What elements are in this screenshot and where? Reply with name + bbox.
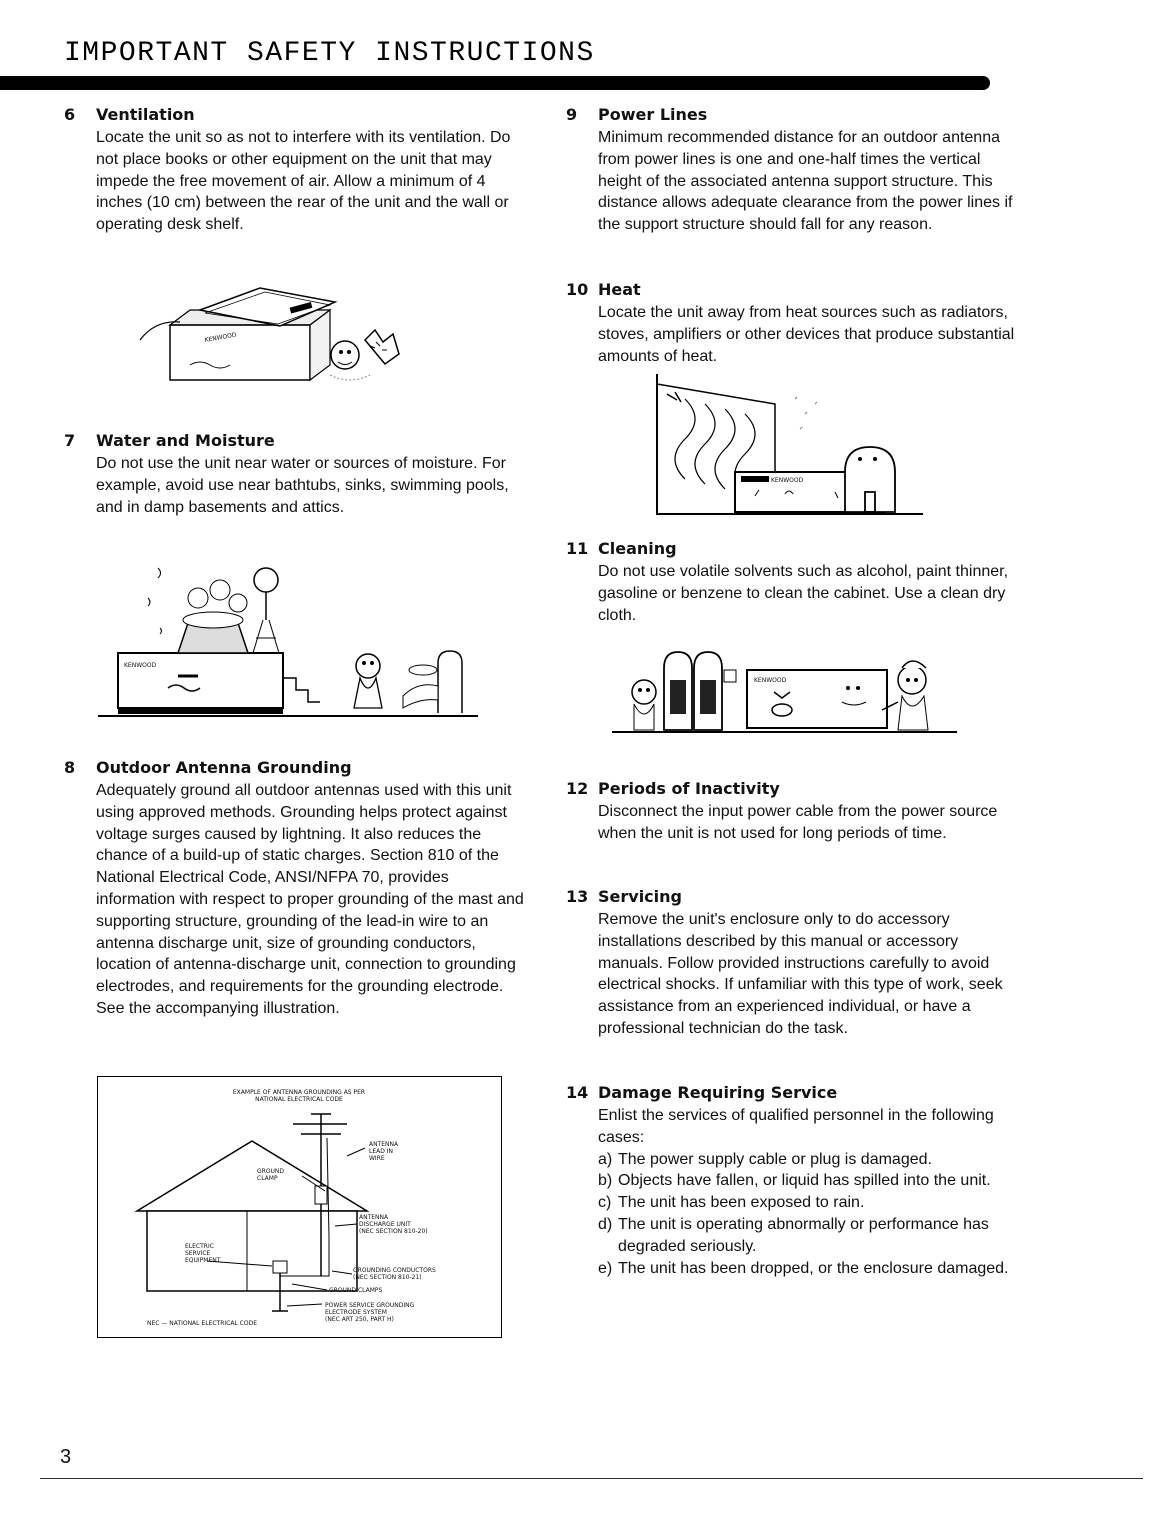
label-discharge-unit-2: DISCHARGE UNIT <box>359 1221 411 1228</box>
label-antenna-lead-in-3: WIRE <box>369 1155 385 1162</box>
section-damage-requiring-service <box>566 1082 1018 1279</box>
label-electric-service-3: EQUIPMENT <box>185 1257 221 1264</box>
section-body: Minimum recommended distance for an outdoor antenna from power lines is one and one-half times the vertical height of the associated antenna support structure. This distance allows adequate clearance from the power lines if the support structure should fall for any reason. <box>598 129 1013 234</box>
section-body: Remove the unit's enclosure only to do accessory installations described by this manual or accessory manuals. Follow provided instructions carefully to avoid electrical shocks. If unfamiliar with this type of work, seek assistance from an experienced individual, or have a professional technician do the task. <box>598 911 1003 1037</box>
list-item-label: c) <box>598 1194 612 1212</box>
section-water-and-moisture <box>64 430 524 518</box>
list-item-label: e) <box>598 1259 613 1277</box>
list-item <box>598 1170 1018 1192</box>
section-body: Enlist the services of qualified personnel in the following cases: <box>598 1107 994 1146</box>
section-heat <box>566 279 1018 367</box>
list-item-label: d) <box>598 1215 613 1233</box>
footer-rule <box>40 1478 1143 1479</box>
heat-illustration <box>645 374 925 524</box>
list-item-text: The unit is operating abnormally or performance has degraded seriously. <box>618 1215 989 1255</box>
section-cleaning <box>566 538 1018 626</box>
section-power-lines <box>566 104 1018 236</box>
label-discharge-unit: ANTENNA <box>359 1214 389 1221</box>
label-ground-clamp: GROUND <box>257 1168 285 1175</box>
label-discharge-unit-3: (NEC SECTION 810-20) <box>359 1228 428 1235</box>
list-item-label: b) <box>598 1172 613 1190</box>
list-item <box>598 1214 1018 1258</box>
section-number: 8 <box>64 758 76 777</box>
section-body: Do not use the unit near water or sources of moisture. For example, avoid use near bathtubs, sinks, swimming pools, and in damp basements and attics. <box>96 455 509 516</box>
section-body: Adequately ground all outdoor antennas used with this unit using approved methods. Grounding helps protect against voltage surges caused by lightning. It also reduces the chance of a build-up of static charges. Section 810 of the National Electrical Code, ANSI/NFPA 70, provides information with respect to proper grounding of the mast and supporting structure, grounding of the lead-in wire to an antenna discharge unit, size of grounding conductors, location of antenna-discharge unit, connection to grounding electrodes, and requirements for the grounding electrode. See the accompanying illustration. <box>96 782 524 1017</box>
section-title: Cleaning <box>598 539 677 558</box>
title-underline-bar <box>0 76 990 90</box>
label-grounding-conductors: GROUNDING CONDUCTORS <box>353 1267 436 1274</box>
section-number: 7 <box>64 431 76 450</box>
section-outdoor-antenna-grounding <box>64 757 524 1020</box>
section-title: Outdoor Antenna Grounding <box>96 758 352 777</box>
label-ground-clamp-2: CLAMP <box>257 1175 278 1182</box>
section-number: 10 <box>566 280 589 299</box>
label-ground-clamps: GROUND CLAMPS <box>329 1287 383 1294</box>
antenna-grounding-diagram <box>97 1076 502 1338</box>
list-item <box>598 1192 1018 1214</box>
section-title: Ventilation <box>96 105 195 124</box>
list-item-text: The unit has been dropped, or the enclosure damaged. <box>618 1259 1009 1277</box>
section-servicing <box>566 886 1018 1040</box>
brand-label: KENWOOD <box>754 677 787 684</box>
label-antenna-lead-in-2: LEAD IN <box>369 1148 394 1155</box>
label-electric-service: ELECTRIC <box>185 1243 214 1250</box>
label-power-service-grounding-3: (NEC ART 250, PART H) <box>325 1316 394 1323</box>
diagram-title-line1: EXAMPLE OF ANTENNA GROUNDING AS PER <box>232 1089 366 1096</box>
section-number: 12 <box>566 779 589 798</box>
list-item-text: The unit has been exposed to rain. <box>618 1194 865 1212</box>
section-title: Periods of Inactivity <box>598 779 780 798</box>
label-grounding-conductors-2: (NEC SECTION 810-21) <box>353 1274 422 1281</box>
water-moisture-illustration <box>98 558 478 723</box>
section-body: Locate the unit so as not to interfere with its ventilation. Do not place books or other equipment on the unit that may impede the free movement of air. Allow a minimum of 4 inches (10 cm) between the rear of the unit and the wall or operating desk shelf. <box>96 129 511 234</box>
section-title: Damage Requiring Service <box>598 1083 838 1102</box>
page-title: IMPORTANT SAFETY INSTRUCTIONS <box>64 38 595 69</box>
list-item-text: The power supply cable or plug is damaged. <box>618 1150 932 1168</box>
section-number: 9 <box>566 105 578 124</box>
list-item-text: Objects have fallen, or liquid has spilled into the unit. <box>618 1172 991 1190</box>
list-item <box>598 1149 1018 1171</box>
list-item <box>598 1258 1018 1280</box>
brand-label: KENWOOD <box>204 331 238 344</box>
section-ventilation <box>64 104 524 236</box>
section-title: Water and Moisture <box>96 431 275 450</box>
section-title: Power Lines <box>598 105 708 124</box>
label-power-service-grounding: POWER SERVICE GROUNDING <box>325 1302 415 1309</box>
section-number: 11 <box>566 539 589 558</box>
brand-label: KENWOOD <box>771 477 804 484</box>
section-number: 14 <box>566 1083 589 1102</box>
cleaning-illustration <box>612 640 962 750</box>
section-body: Locate the unit away from heat sources such as radiators, stoves, amplifiers or other devices that produce substantial amounts of heat. <box>598 304 1015 365</box>
page-number: 3 <box>60 1446 72 1468</box>
label-antenna-lead-in: ANTENNA <box>369 1141 399 1148</box>
section-title: Servicing <box>598 887 682 906</box>
section-body: Do not use volatile solvents such as alcohol, paint thinner, gasoline or benzene to clean the cabinet. Use a clean dry cloth. <box>598 563 1009 624</box>
ventilation-illustration <box>130 280 430 400</box>
diagram-title-line2: NATIONAL ELECTRICAL CODE <box>255 1096 343 1103</box>
label-power-service-grounding-2: ELECTRODE SYSTEM <box>325 1309 387 1316</box>
label-electric-service-2: SERVICE <box>185 1250 211 1257</box>
section-number: 6 <box>64 105 76 124</box>
brand-label: KENWOOD <box>124 662 157 669</box>
list-item-label: a) <box>598 1150 613 1168</box>
section-periods-of-inactivity <box>566 778 1018 845</box>
label-nec-footnote: NEC — NATIONAL ELECTRICAL CODE <box>147 1320 257 1327</box>
section-number: 13 <box>566 887 589 906</box>
section-title: Heat <box>598 280 641 299</box>
section-body: Disconnect the input power cable from the power source when the unit is not used for long periods of time. <box>598 803 998 842</box>
